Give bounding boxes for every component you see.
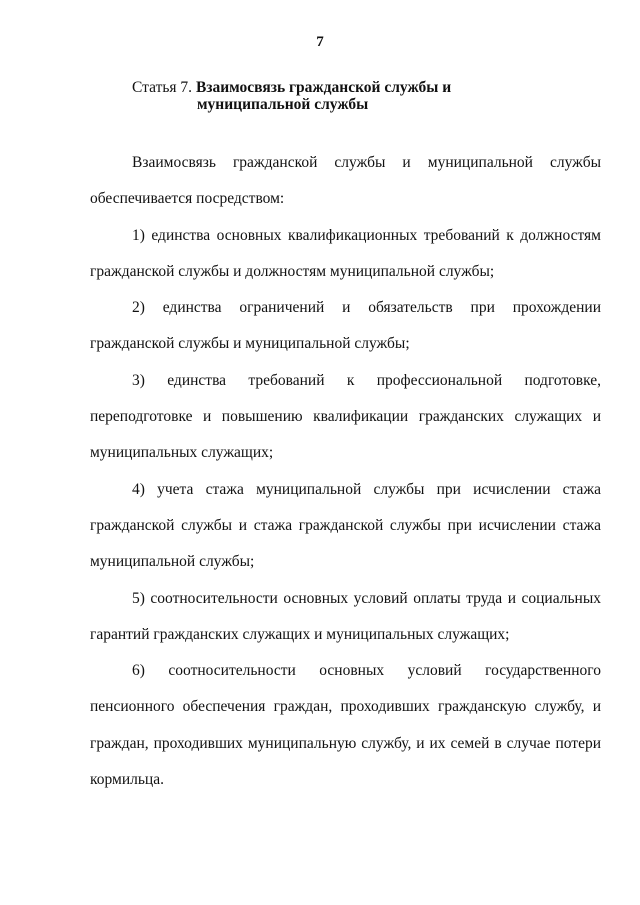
list-item-2: 2) единства ограничений и обязательств при прохождении гражданской службы и муниципальной службы; xyxy=(90,299,601,353)
intro-paragraph: Взаимосвязь гражданской службы и муниципальной службы обеспечивается посредством: xyxy=(90,154,601,208)
article-body xyxy=(90,145,601,798)
list-item-1: 1) единства основных квалификационных требований к должностям гражданской службы и должностям муниципальной службы; xyxy=(90,226,601,280)
article-title-line2: муниципальной службы xyxy=(197,96,369,113)
article-label: Статья 7. xyxy=(132,79,193,96)
article-heading xyxy=(132,79,552,113)
list-item-5: 5) соотносительности основных условий оплаты труда и социальных гарантий гражданских служащих и муниципальных служащих; xyxy=(90,589,601,643)
list-item-4: 4) учета стажа муниципальной службы при исчислении стажа гражданской службы и стажа гражданской службы при исчислении стажа муниципальной службы; xyxy=(90,480,601,571)
list-item-6: 6) соотносительности основных условий государственного пенсионного обеспечения граждан, проходивших гражданскую службу, и граждан, проходивших муниципальную службу, и их семей в случае потери кормильца. xyxy=(90,662,601,789)
list-item-3: 3) единства требований к профессиональной подготовке, переподготовке и повышению квалификации гражданских служащих и муниципальных служащих; xyxy=(90,371,601,462)
page-number: 7 xyxy=(316,34,324,50)
article-title-line1: Взаимосвязь гражданской службы и xyxy=(195,79,452,96)
